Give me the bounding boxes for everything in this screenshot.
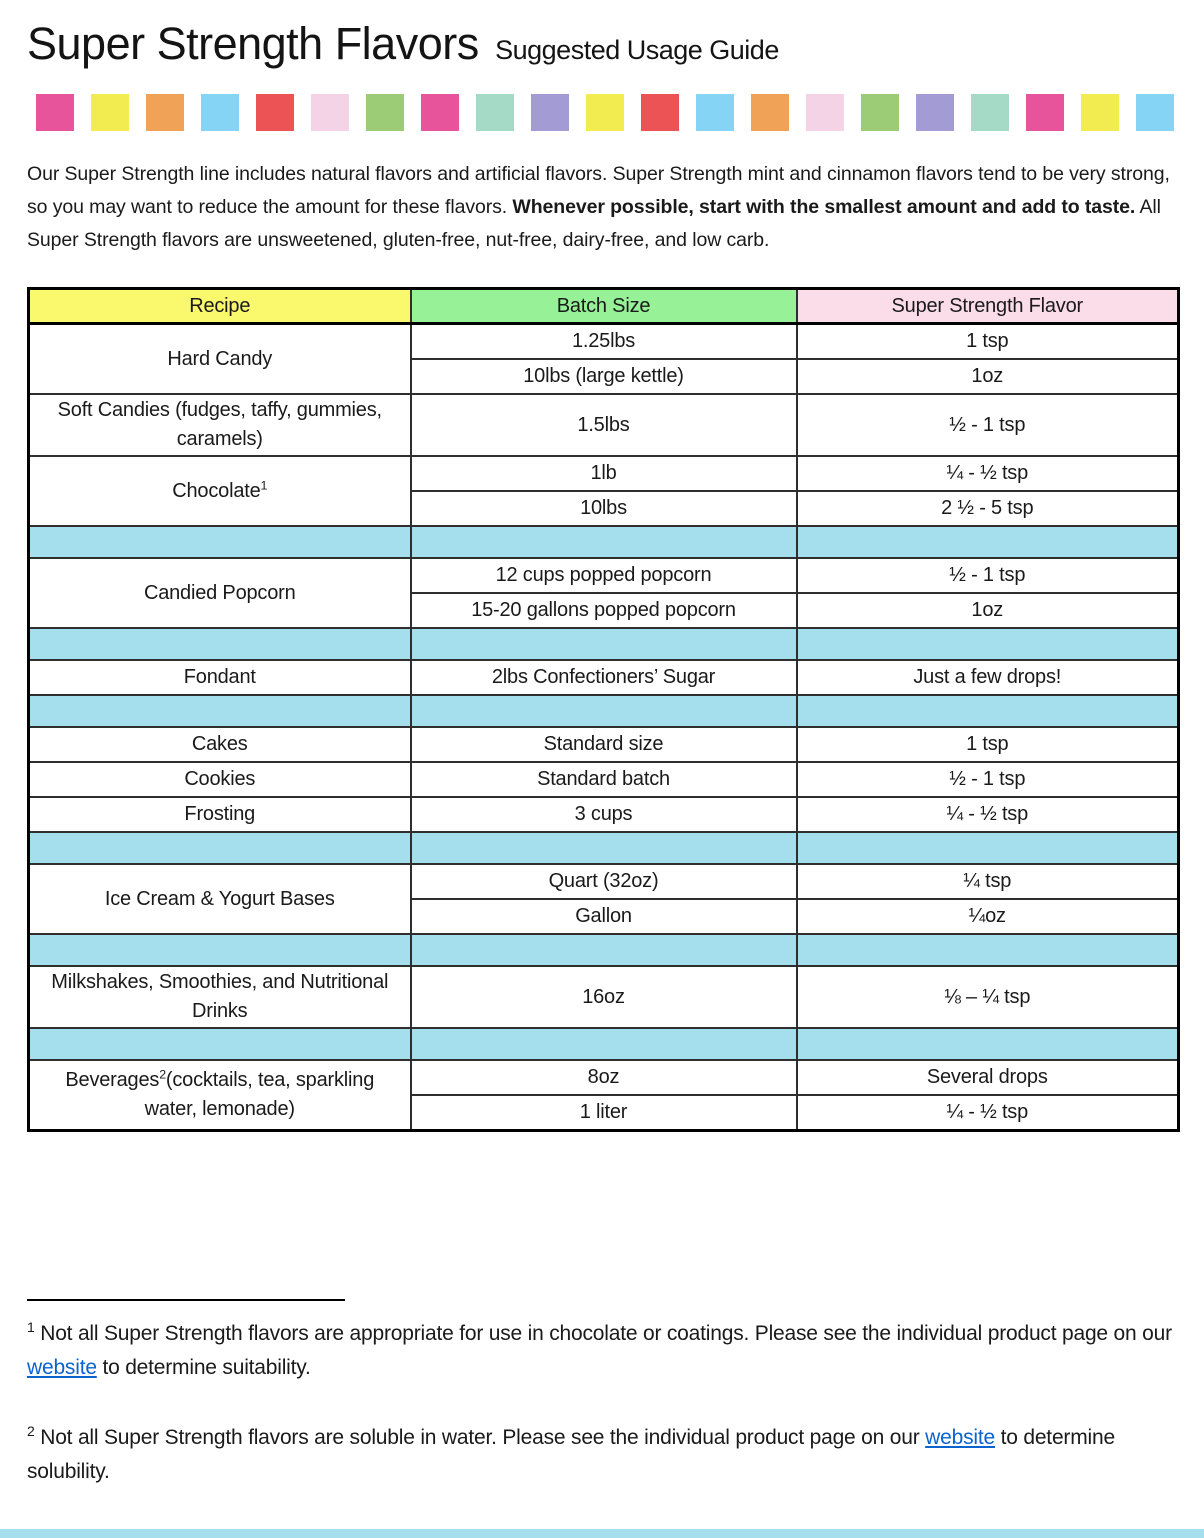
title-main: Super Strength Flavors [27, 18, 479, 69]
usage-table-body [29, 324, 1179, 1131]
intro-paragraph [27, 158, 1177, 257]
batch-size-cell: 8oz [411, 1060, 797, 1095]
separator-row [29, 526, 1179, 558]
recipe-cell: Soft Candies (fudges, taffy, gummies, caramels) [29, 394, 411, 456]
stripe-square [146, 94, 184, 131]
flavor-amount-cell: 1oz [797, 359, 1179, 394]
title-subtitle: Suggested Usage Guide [495, 35, 779, 65]
separator-cell [411, 628, 797, 660]
batch-size-cell: Standard size [411, 727, 797, 762]
stripe-square [36, 94, 74, 131]
table-row [29, 727, 1179, 762]
page-title [27, 18, 1177, 70]
flavor-amount-cell: 1oz [797, 593, 1179, 628]
separator-cell [797, 1028, 1179, 1060]
stripe-square [366, 94, 404, 131]
recipe-cell: Candied Popcorn [29, 558, 411, 628]
flavor-amount-cell: ½ - 1 tsp [797, 558, 1179, 593]
recipe-cell: Hard Candy [29, 324, 411, 395]
separator-cell [411, 695, 797, 727]
footnote-2 [27, 1421, 1177, 1489]
table-row [29, 394, 1179, 456]
separator-cell [797, 526, 1179, 558]
separator-cell [29, 934, 411, 966]
flavor-amount-cell: Just a few drops! [797, 660, 1179, 695]
separator-cell [797, 628, 1179, 660]
stripe-square [91, 94, 129, 131]
separator-cell [411, 526, 797, 558]
header-batch-size: Batch Size [411, 289, 797, 324]
footnote-2-marker: 2 [27, 1423, 35, 1439]
stripe-square [476, 94, 514, 131]
flavor-amount-cell: ¼ - ½ tsp [797, 797, 1179, 832]
stripe-square [806, 94, 844, 131]
recipe-cell: Ice Cream & Yogurt Bases [29, 864, 411, 934]
separator-cell [411, 832, 797, 864]
recipe-cell: Cakes [29, 727, 411, 762]
usage-table [27, 287, 1180, 1132]
stripe-square [751, 94, 789, 131]
flavor-amount-cell: ½ - 1 tsp [797, 762, 1179, 797]
table-row [29, 1060, 1179, 1095]
table-row [29, 456, 1179, 491]
intro-text-2: All Super Strength flavors are unsweetened, gluten-free, nut-free, dairy-free, and low carb. [27, 196, 1161, 251]
footnote-1-text-before: Not all Super Strength flavors are appropriate for use in chocolate or coatings. Please see the individual product page on our [34, 1322, 1172, 1345]
stripe-square [641, 94, 679, 131]
footnote-1 [27, 1317, 1177, 1385]
flavor-amount-cell: ⅛ – ¼ tsp [797, 966, 1179, 1028]
flavor-amount-cell: Several drops [797, 1060, 1179, 1095]
separator-cell [29, 695, 411, 727]
recipe-cell: Frosting [29, 797, 411, 832]
stripe-square [201, 94, 239, 131]
footnote-ref: 2 [159, 1067, 166, 1082]
footnote-1-marker: 1 [27, 1319, 35, 1335]
batch-size-cell: Gallon [411, 899, 797, 934]
batch-size-cell: 10lbs (large kettle) [411, 359, 797, 394]
stripe-square [531, 94, 569, 131]
header-flavor: Super Strength Flavor [797, 289, 1179, 324]
recipe-cell: Cookies [29, 762, 411, 797]
batch-size-cell: 16oz [411, 966, 797, 1028]
flavor-amount-cell: 1 tsp [797, 727, 1179, 762]
flavor-amount-cell: ¼ tsp [797, 864, 1179, 899]
batch-size-cell: Standard batch [411, 762, 797, 797]
footnote-2-text-after: to determine solubility. [27, 1426, 1115, 1483]
separator-cell [797, 695, 1179, 727]
header-recipe: Recipe [29, 289, 411, 324]
stripe-square [971, 94, 1009, 131]
separator-cell [29, 628, 411, 660]
stripe-square [861, 94, 899, 131]
intro-text-1: Our Super Strength line includes natural flavors and artificial flavors. Super Strength mint and cinnamon flavors tend to be very strong, so you may want to reduce the amount for these flavors. [27, 163, 1170, 218]
separator-cell [29, 832, 411, 864]
stripe-square [311, 94, 349, 131]
separator-row [29, 1028, 1179, 1060]
header-row [29, 289, 1179, 324]
separator-row [29, 832, 1179, 864]
website-link-1[interactable]: website [27, 1356, 97, 1379]
separator-cell [411, 934, 797, 966]
stripe-square [1136, 94, 1174, 131]
separator-cell [29, 1028, 411, 1060]
separator-cell [29, 526, 411, 558]
batch-size-cell: 15-20 gallons popped popcorn [411, 593, 797, 628]
recipe-cell: Milkshakes, Smoothies, and Nutritional Drinks [29, 966, 411, 1028]
batch-size-cell: 2lbs Confectioners’ Sugar [411, 660, 797, 695]
separator-row [29, 628, 1179, 660]
footnote-1-text-after: to determine suitability. [96, 1356, 311, 1379]
batch-size-cell: 1lb [411, 456, 797, 491]
stripe-square [256, 94, 294, 131]
footnote-2-text-before: Not all Super Strength flavors are soluble in water. Please see the individual product page on our [34, 1426, 926, 1449]
separator-row [29, 695, 1179, 727]
flavor-amount-cell: ½ - 1 tsp [797, 394, 1179, 456]
table-row [29, 966, 1179, 1028]
separator-row [29, 934, 1179, 966]
next-page-edge-bar [0, 1529, 1204, 1538]
stripe-square [421, 94, 459, 131]
flavor-amount-cell: ¼ - ½ tsp [797, 1095, 1179, 1131]
separator-cell [797, 832, 1179, 864]
table-row [29, 660, 1179, 695]
stripe-square [916, 94, 954, 131]
intro-text-bold: Whenever possible, start with the smallest amount and add to taste. [512, 196, 1136, 218]
stripe-square [1026, 94, 1064, 131]
stripe-square [1081, 94, 1119, 131]
batch-size-cell: 10lbs [411, 491, 797, 526]
recipe-cell: Fondant [29, 660, 411, 695]
table-row [29, 324, 1179, 360]
flavor-amount-cell: ¼ - ½ tsp [797, 456, 1179, 491]
footnote-ref: 1 [260, 477, 268, 492]
batch-size-cell: 1.25lbs [411, 324, 797, 360]
separator-cell [411, 1028, 797, 1060]
table-row [29, 558, 1179, 593]
color-stripe [36, 94, 1177, 131]
flavor-amount-cell: 2 ½ - 5 tsp [797, 491, 1179, 526]
batch-size-cell: 1.5lbs [411, 394, 797, 456]
flavor-amount-cell: ¼oz [797, 899, 1179, 934]
footnote-separator [27, 1299, 345, 1301]
table-row [29, 797, 1179, 832]
table-row [29, 762, 1179, 797]
stripe-square [586, 94, 624, 131]
website-link-2[interactable]: website [925, 1426, 995, 1449]
batch-size-cell: 1 liter [411, 1095, 797, 1131]
separator-cell [797, 934, 1179, 966]
usage-table-header [29, 289, 1179, 324]
table-row [29, 864, 1179, 899]
batch-size-cell: 3 cups [411, 797, 797, 832]
batch-size-cell: 12 cups popped popcorn [411, 558, 797, 593]
batch-size-cell: Quart (32oz) [411, 864, 797, 899]
flavor-amount-cell: 1 tsp [797, 324, 1179, 360]
recipe-cell: Beverages$^2$(cocktails, tea, sparkling water, lemonade) [29, 1060, 411, 1131]
recipe-cell: Chocolate$^1$ [29, 456, 411, 526]
stripe-square [696, 94, 734, 131]
